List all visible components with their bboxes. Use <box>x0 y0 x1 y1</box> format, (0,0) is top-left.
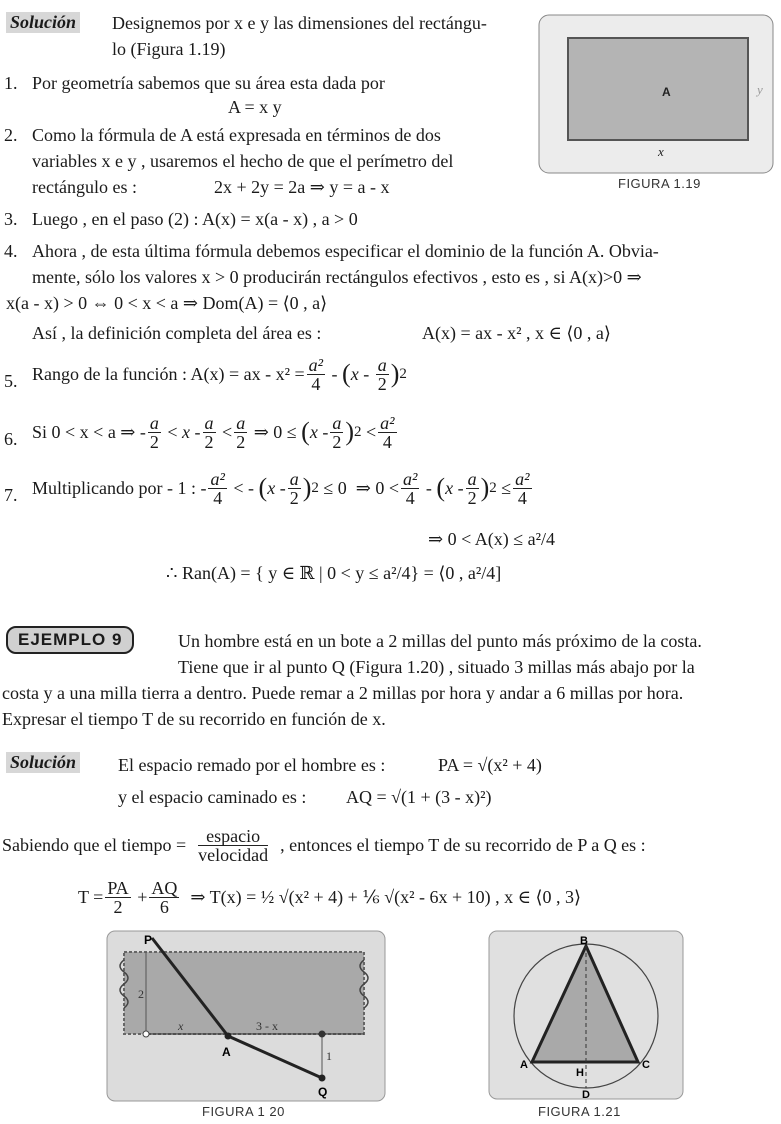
figure-20-caption: FIGURA 1 20 <box>202 1104 285 1119</box>
figure-21-caption: FIGURA 1.21 <box>538 1104 621 1119</box>
intro-line-2: lo (Figura 1.19) <box>112 39 226 59</box>
step-2-tail: rectángulo es : <box>32 177 137 197</box>
range-result: ∴ Ran(A) = { y ∈ ℝ | 0 < y ≤ a²/4} = ⟨0 , a²/4] <box>166 563 502 583</box>
solution-2-row-2-text: y el espacio caminado es : <box>118 787 307 807</box>
time-tail: , entonces el tiempo T de su recorrido de P a Q es : <box>280 835 646 855</box>
step-2-line-2: variables x e y , usaremos el hecho de que el perímetro del <box>32 151 454 171</box>
figure-19-caption: FIGURA 1.19 <box>618 176 701 191</box>
example-badge: EJEMPLO 9 <box>6 626 134 654</box>
figure-21-d: D <box>582 1089 590 1101</box>
step-4-def-text: Así , la definición completa del área es : <box>32 323 322 343</box>
figure-1-20 <box>106 930 386 1110</box>
example-line-1: Un hombre está en un bote a 2 millas del punto más próximo de la costa. <box>178 631 702 651</box>
step-7-text: Multiplicando por - 1 : <box>32 478 196 498</box>
solution-2-row-1-formula: PA = √(x² + 4) <box>438 755 542 775</box>
figure-20-p: P <box>144 933 153 947</box>
example-line-3: costa y a una milla tierra a dentro. Puede remar a 2 millas por hora y andar a 6 millas por hora. <box>2 683 684 703</box>
time-denominator: velocidad <box>198 844 269 865</box>
time-numerator: espacio <box>198 827 268 846</box>
step-4-num: 4. <box>4 241 18 261</box>
figure-20-q: Q <box>318 1085 328 1099</box>
step-6-num: 6. <box>4 429 18 449</box>
figure-20-a: A <box>222 1045 231 1059</box>
figure-21-c: C <box>642 1059 650 1071</box>
example-line-4: Expresar el tiempo T de su recorrido en función de x. <box>2 709 386 729</box>
step-7-result: ⇒ 0 < A(x) ≤ a²/4 <box>428 529 555 549</box>
figure-20-one: 1 <box>326 1049 332 1063</box>
figure-20-3mx: 3 - x <box>256 1019 278 1033</box>
figure-1-21 <box>488 930 684 1106</box>
step-7-expression: Multiplicando por - 1 : - $\frac{\text{a²}}{4}$ < - ( x - $\frac{a}{2}$ ) 2 ≤ 0 ⇒ 0 < $\frac{\text{a²}}{4}$ - ( x - $\frac{a}{2}$ ) 2 ≤ $\frac{\text{a²}}{4}$ <box>32 468 530 508</box>
rectangle-shape <box>568 38 748 140</box>
intro-line-1: Designemos por x e y las dimensiones del rectángu- <box>112 13 487 33</box>
figure-20-x: x <box>178 1019 184 1033</box>
figure-1-19 <box>538 14 774 174</box>
time-intro: Sabiendo que el tiempo = <box>2 835 187 855</box>
step-5-expression: Rango de la función : A(x) = ax - x² = $\frac{\text{a²}}{4}$ - ( x - $\frac{a}{2}$ ) 2 <box>32 354 407 394</box>
step-3-text: Luego , en el paso (2) : A(x) = x(a - x) , a > 0 <box>32 209 358 229</box>
figure-21-h: H <box>576 1067 584 1079</box>
final-time-formula-row: T = $\frac{PA}{2}$ + $\frac{AQ}{6}$ ⇒ T(x) = ½ √(x² + 4) + ⅙ √(x² - 6x + 10) , x ∈ ⟨0 , 3⟩ <box>78 877 582 917</box>
step-4-def-formula: A(x) = ax - x² , x ∈ ⟨0 , a⟩ <box>422 323 611 343</box>
step-5-text: Rango de la función : A(x) = ax - x² = <box>32 364 305 384</box>
example-line-2: Tiene que ir al punto Q (Figura 1.20) , situado 3 millas más abajo por la <box>178 657 695 677</box>
step-3-num: 3. <box>4 209 18 229</box>
figure-19-label-a: A <box>662 85 671 99</box>
step-1-formula: A = x y <box>228 97 282 117</box>
step-7-num: 7. <box>4 485 18 505</box>
figure-19-label-y: y <box>757 82 763 97</box>
final-formula: ⇒ T(x) = ½ √(x² + 4) + ⅙ √(x² - 6x + 10) , x ∈ ⟨0 , 3⟩ <box>190 887 582 907</box>
step-1-text: Por geometría sabemos que su área esta dada por <box>32 73 385 93</box>
step-6-text: Si 0 < x < a ⇒ <box>32 422 136 442</box>
solution-2-row-2-formula: AQ = √(1 + (3 - x)²) <box>346 787 492 807</box>
figure-21-a: A <box>520 1059 528 1071</box>
step-5-num: 5. <box>4 371 18 391</box>
figure-21-b: B <box>580 935 588 947</box>
solution-2-label: Solución <box>6 752 80 773</box>
step-4-line-3: x(a - x) > 0 ⇔ 0 < x < a ⇒ Dom(A) = ⟨0 , a⟩ <box>6 293 328 313</box>
step-1-num: 1. <box>4 73 18 93</box>
time-definition <box>2 820 646 870</box>
step-2-line-1: Como la fórmula de A está expresada en términos de dos <box>32 125 441 145</box>
step-2-num: 2. <box>4 125 18 145</box>
figure-19-label-x: x <box>658 144 664 159</box>
solution-2-row-1-text: El espacio remado por el hombre es : <box>118 755 386 775</box>
figure-20-two: 2 <box>138 987 144 1001</box>
step-4-line-1: Ahora , de esta última fórmula debemos especificar el dominio de la función A. Obvia- <box>32 241 659 261</box>
water-region <box>124 952 364 1034</box>
step-6-expression: Si 0 < x < a ⇒ - $\frac{a}{2}$ < x - $\frac{a}{2}$ < $\frac{a}{2}$ ⇒ 0 ≤ ( x - $\frac{a}{2}$ ) 2 < $\frac{\text{a²}}{4}$ <box>32 412 395 452</box>
solution-label: Solución <box>6 12 80 33</box>
step-4-line-2: mente, sólo los valores x > 0 producirán rectángulos efectivos , esto es , si A(x)>0 ⇒ <box>32 267 642 287</box>
step-2-formula: 2x + 2y = 2a ⇒ y = a - x <box>214 177 390 197</box>
